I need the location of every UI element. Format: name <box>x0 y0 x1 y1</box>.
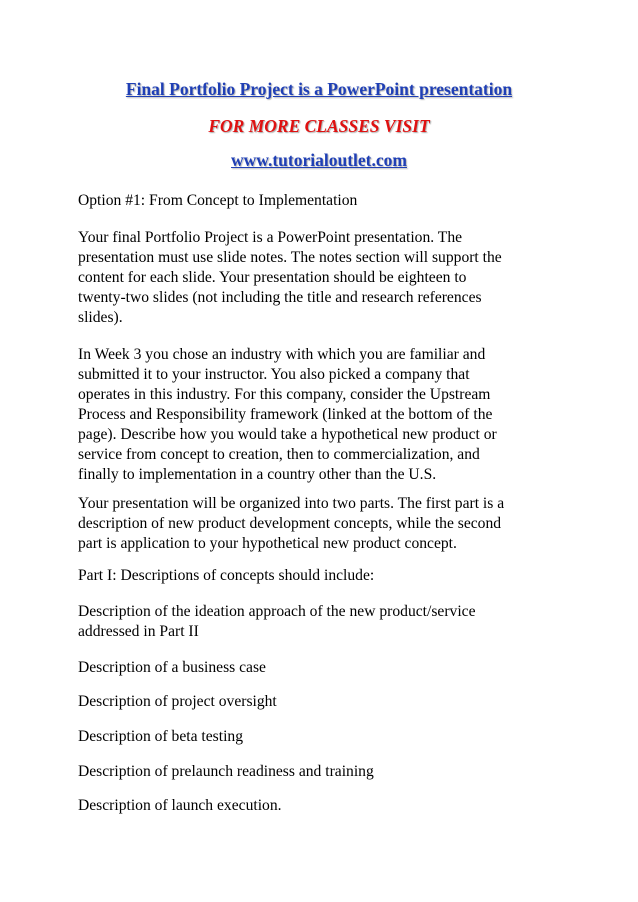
document-title: Final Portfolio Project is a PowerPoint presentation <box>125 79 513 99</box>
paragraph-3-line: part is application to your hypothetical new product concept. <box>78 535 457 552</box>
paragraph-2-line: operates in this industry. For this company, consider the Upstream <box>78 386 491 403</box>
paragraph-2-line: submitted it to your instructor. You also picked a company that <box>78 366 470 383</box>
paragraph-1-line: slides). <box>78 309 123 326</box>
paragraph-1-line: presentation must use slide notes. The notes section will support the <box>78 249 502 266</box>
website-link[interactable]: www.tutorialoutlet.com <box>231 150 407 170</box>
paragraph-2-line: In Week 3 you chose an industry with which you are familiar and <box>78 346 486 363</box>
paragraph-1-line: Your final Portfolio Project is a PowerPoint presentation. The <box>78 229 463 246</box>
paragraph-2-line: page). Describe how you would take a hypothetical new product or <box>78 426 497 443</box>
paragraph-2-line: finally to implementation in a country other than the U.S. <box>78 466 437 483</box>
list-item: Description of beta testing <box>78 728 243 745</box>
list-item: Description of project oversight <box>78 693 277 710</box>
list-item: Description of prelaunch readiness and training <box>78 763 374 780</box>
paragraph-1-line: content for each slide. Your presentation should be eighteen to <box>78 269 467 286</box>
list-item: Description of launch execution. <box>78 797 282 814</box>
list-item: addressed in Part II <box>78 623 199 640</box>
paragraph-1-line: twenty-two slides (not including the title and research references <box>78 289 482 306</box>
paragraph-3-line: description of new product development concepts, while the second <box>78 515 502 532</box>
option-heading: Option #1: From Concept to Implementation <box>78 192 358 209</box>
paragraph-2-line: service from concept to creation, then to commercialization, and <box>78 446 480 463</box>
paragraph-3-line: Your presentation will be organized into two parts. The first part is a <box>78 495 505 512</box>
list-item: Description of the ideation approach of the new product/service <box>78 603 476 620</box>
list-item: Description of a business case <box>78 659 266 676</box>
promo-heading: FOR MORE CLASSES VISIT <box>208 116 430 136</box>
part-1-heading: Part I: Descriptions of concepts should include: <box>78 567 375 584</box>
paragraph-2-line: Process and Responsibility framework (linked at the bottom of the <box>78 406 493 423</box>
